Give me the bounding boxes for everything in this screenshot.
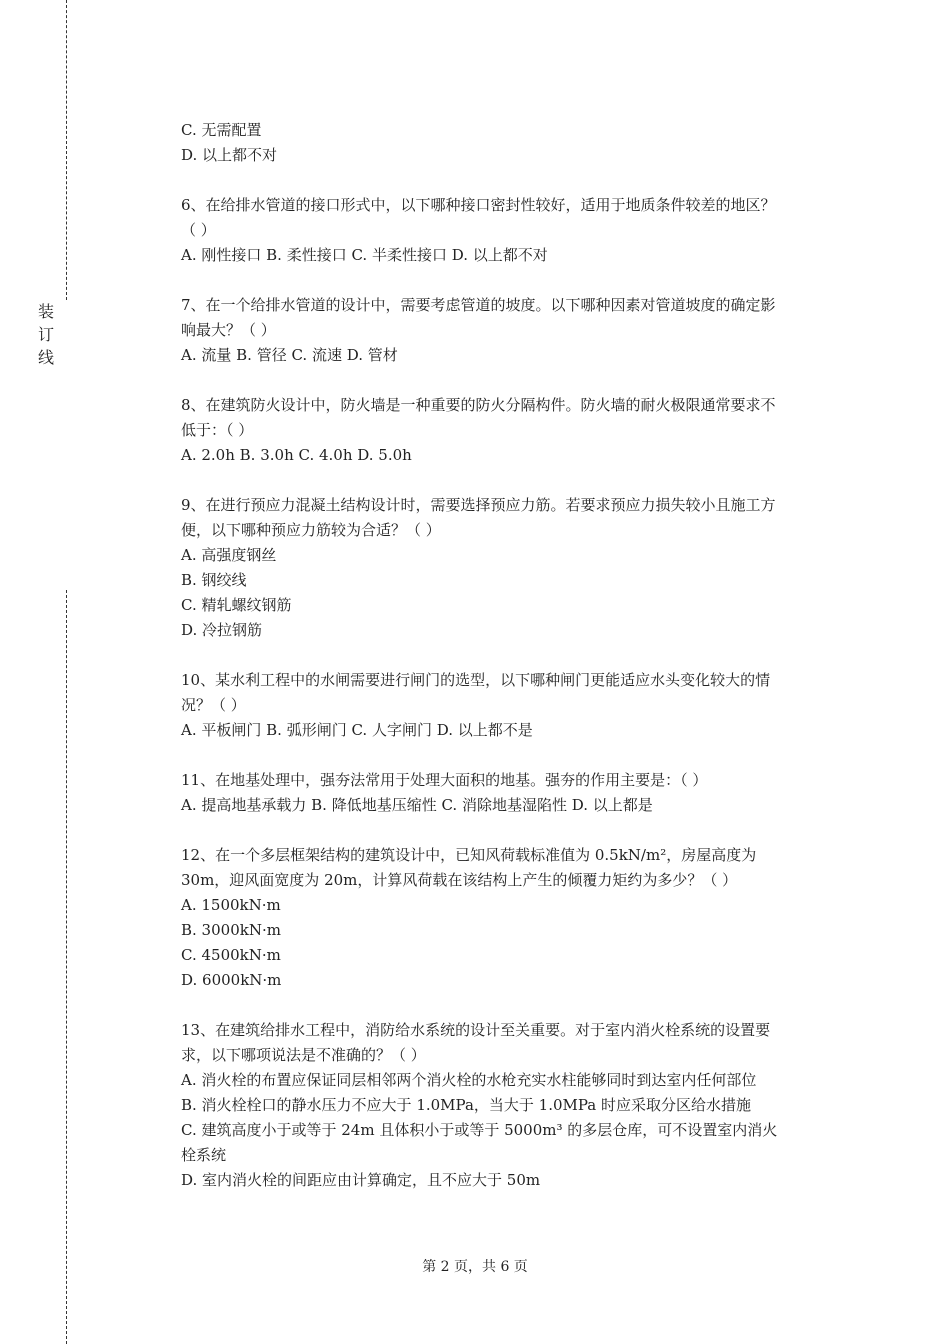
binding-line-bottom: [66, 590, 67, 1344]
question-stem: 便，以下哪种预应力筋较为合适？（ ）: [181, 521, 441, 539]
question-stem: 12、在一个多层框架结构的建筑设计中，已知风荷载标准值为 0.5kN/m²，房屋高度为: [181, 846, 757, 864]
question-stem: 响最大？（ ）: [181, 321, 276, 339]
question-stem: 10、某水利工程中的水闸需要进行闸门的选型，以下哪种闸门更能适应水头变化较大的情: [181, 671, 771, 689]
option: A. 消火栓的布置应保证同层相邻两个消火栓的水枪充实水柱能够同时到达室内任何部位: [181, 1071, 757, 1089]
question-8: [181, 393, 843, 468]
option: D. 以上都不对: [181, 146, 278, 164]
question-stem: （ ）: [181, 221, 216, 239]
question-list: [181, 118, 843, 1218]
option: B. 消火栓栓口的静水压力不应大于 1.0MPa，当大于 1.0MPa 时应采取分区给水措施: [181, 1096, 752, 1114]
question-13: [181, 1018, 843, 1193]
question-stem: 况？（ ）: [181, 696, 246, 714]
question-5-continued: [181, 118, 843, 168]
question-stem: 8、在建筑防火设计中，防火墙是一种重要的防火分隔构件。防火墙的耐火极限通常要求不: [181, 396, 776, 414]
binding-label: [34, 300, 58, 369]
binding-line-top: [66, 0, 67, 300]
question-stem: 求，以下哪项说法是不准确的？（ ）: [181, 1046, 426, 1064]
question-11: [181, 768, 843, 818]
option: D. 6000kN·m: [181, 971, 282, 989]
option: A. 1500kN·m: [181, 896, 281, 914]
question-6: [181, 193, 843, 268]
question-stem: 6、在给排水管道的接口形式中，以下哪种接口密封性较好，适用于地质条件较差的地区？: [181, 196, 776, 214]
option: C. 精轧螺纹钢筋: [181, 596, 292, 614]
question-7: [181, 293, 843, 368]
question-stem: 低于：（ ）: [181, 421, 254, 439]
option: B. 钢绞线: [181, 571, 247, 589]
option: A. 高强度钢丝: [181, 546, 277, 564]
question-9: [181, 493, 843, 643]
option: B. 3000kN·m: [181, 921, 281, 939]
option: D. 冷拉钢筋: [181, 621, 263, 639]
option: A. 流量 B. 管径 C. 流速 D. 管材: [181, 346, 398, 364]
binding-char: 装: [37, 302, 54, 321]
question-10: [181, 668, 843, 743]
option: A. 提高地基承载力 B. 降低地基压缩性 C. 消除地基湿陷性 D. 以上都是: [181, 796, 653, 814]
option: C. 建筑高度小于或等于 24m 且体积小于或等于 5000m³ 的多层仓库，可不设置室内消火: [181, 1121, 778, 1139]
question-stem: 9、在进行预应力混凝土结构设计时，需要选择预应力筋。若要求预应力损失较小且施工方: [181, 496, 776, 514]
page-number: 第 2 页，共 6 页: [422, 1259, 528, 1275]
option: A. 刚性接口 B. 柔性接口 C. 半柔性接口 D. 以上都不对: [181, 246, 548, 264]
option: C. 4500kN·m: [181, 946, 281, 964]
option: A. 平板闸门 B. 弧形闸门 C. 人字闸门 D. 以上都不是: [181, 721, 533, 739]
option: D. 室内消火栓的间距应由计算确定，且不应大于 50m: [181, 1171, 541, 1189]
binding-char: 订: [37, 325, 54, 344]
question-stem: 11、在地基处理中，强夯法常用于处理大面积的地基。强夯的作用主要是：（ ）: [181, 771, 708, 789]
question-12: [181, 843, 843, 993]
question-stem: 13、在建筑给排水工程中，消防给水系统的设计至关重要。对于室内消火栓系统的设置要: [181, 1021, 771, 1039]
binding-char: 线: [37, 348, 54, 367]
question-stem: 30m，迎风面宽度为 20m，计算风荷载在该结构上产生的倾覆力矩约为多少？（ ）: [181, 871, 738, 889]
question-stem: 7、在一个给排水管道的设计中，需要考虑管道的坡度。以下哪种因素对管道坡度的确定影: [181, 296, 776, 314]
option: C. 无需配置: [181, 121, 262, 139]
option: A. 2.0h B. 3.0h C. 4.0h D. 5.0h: [181, 446, 412, 464]
option: 栓系统: [181, 1146, 227, 1164]
